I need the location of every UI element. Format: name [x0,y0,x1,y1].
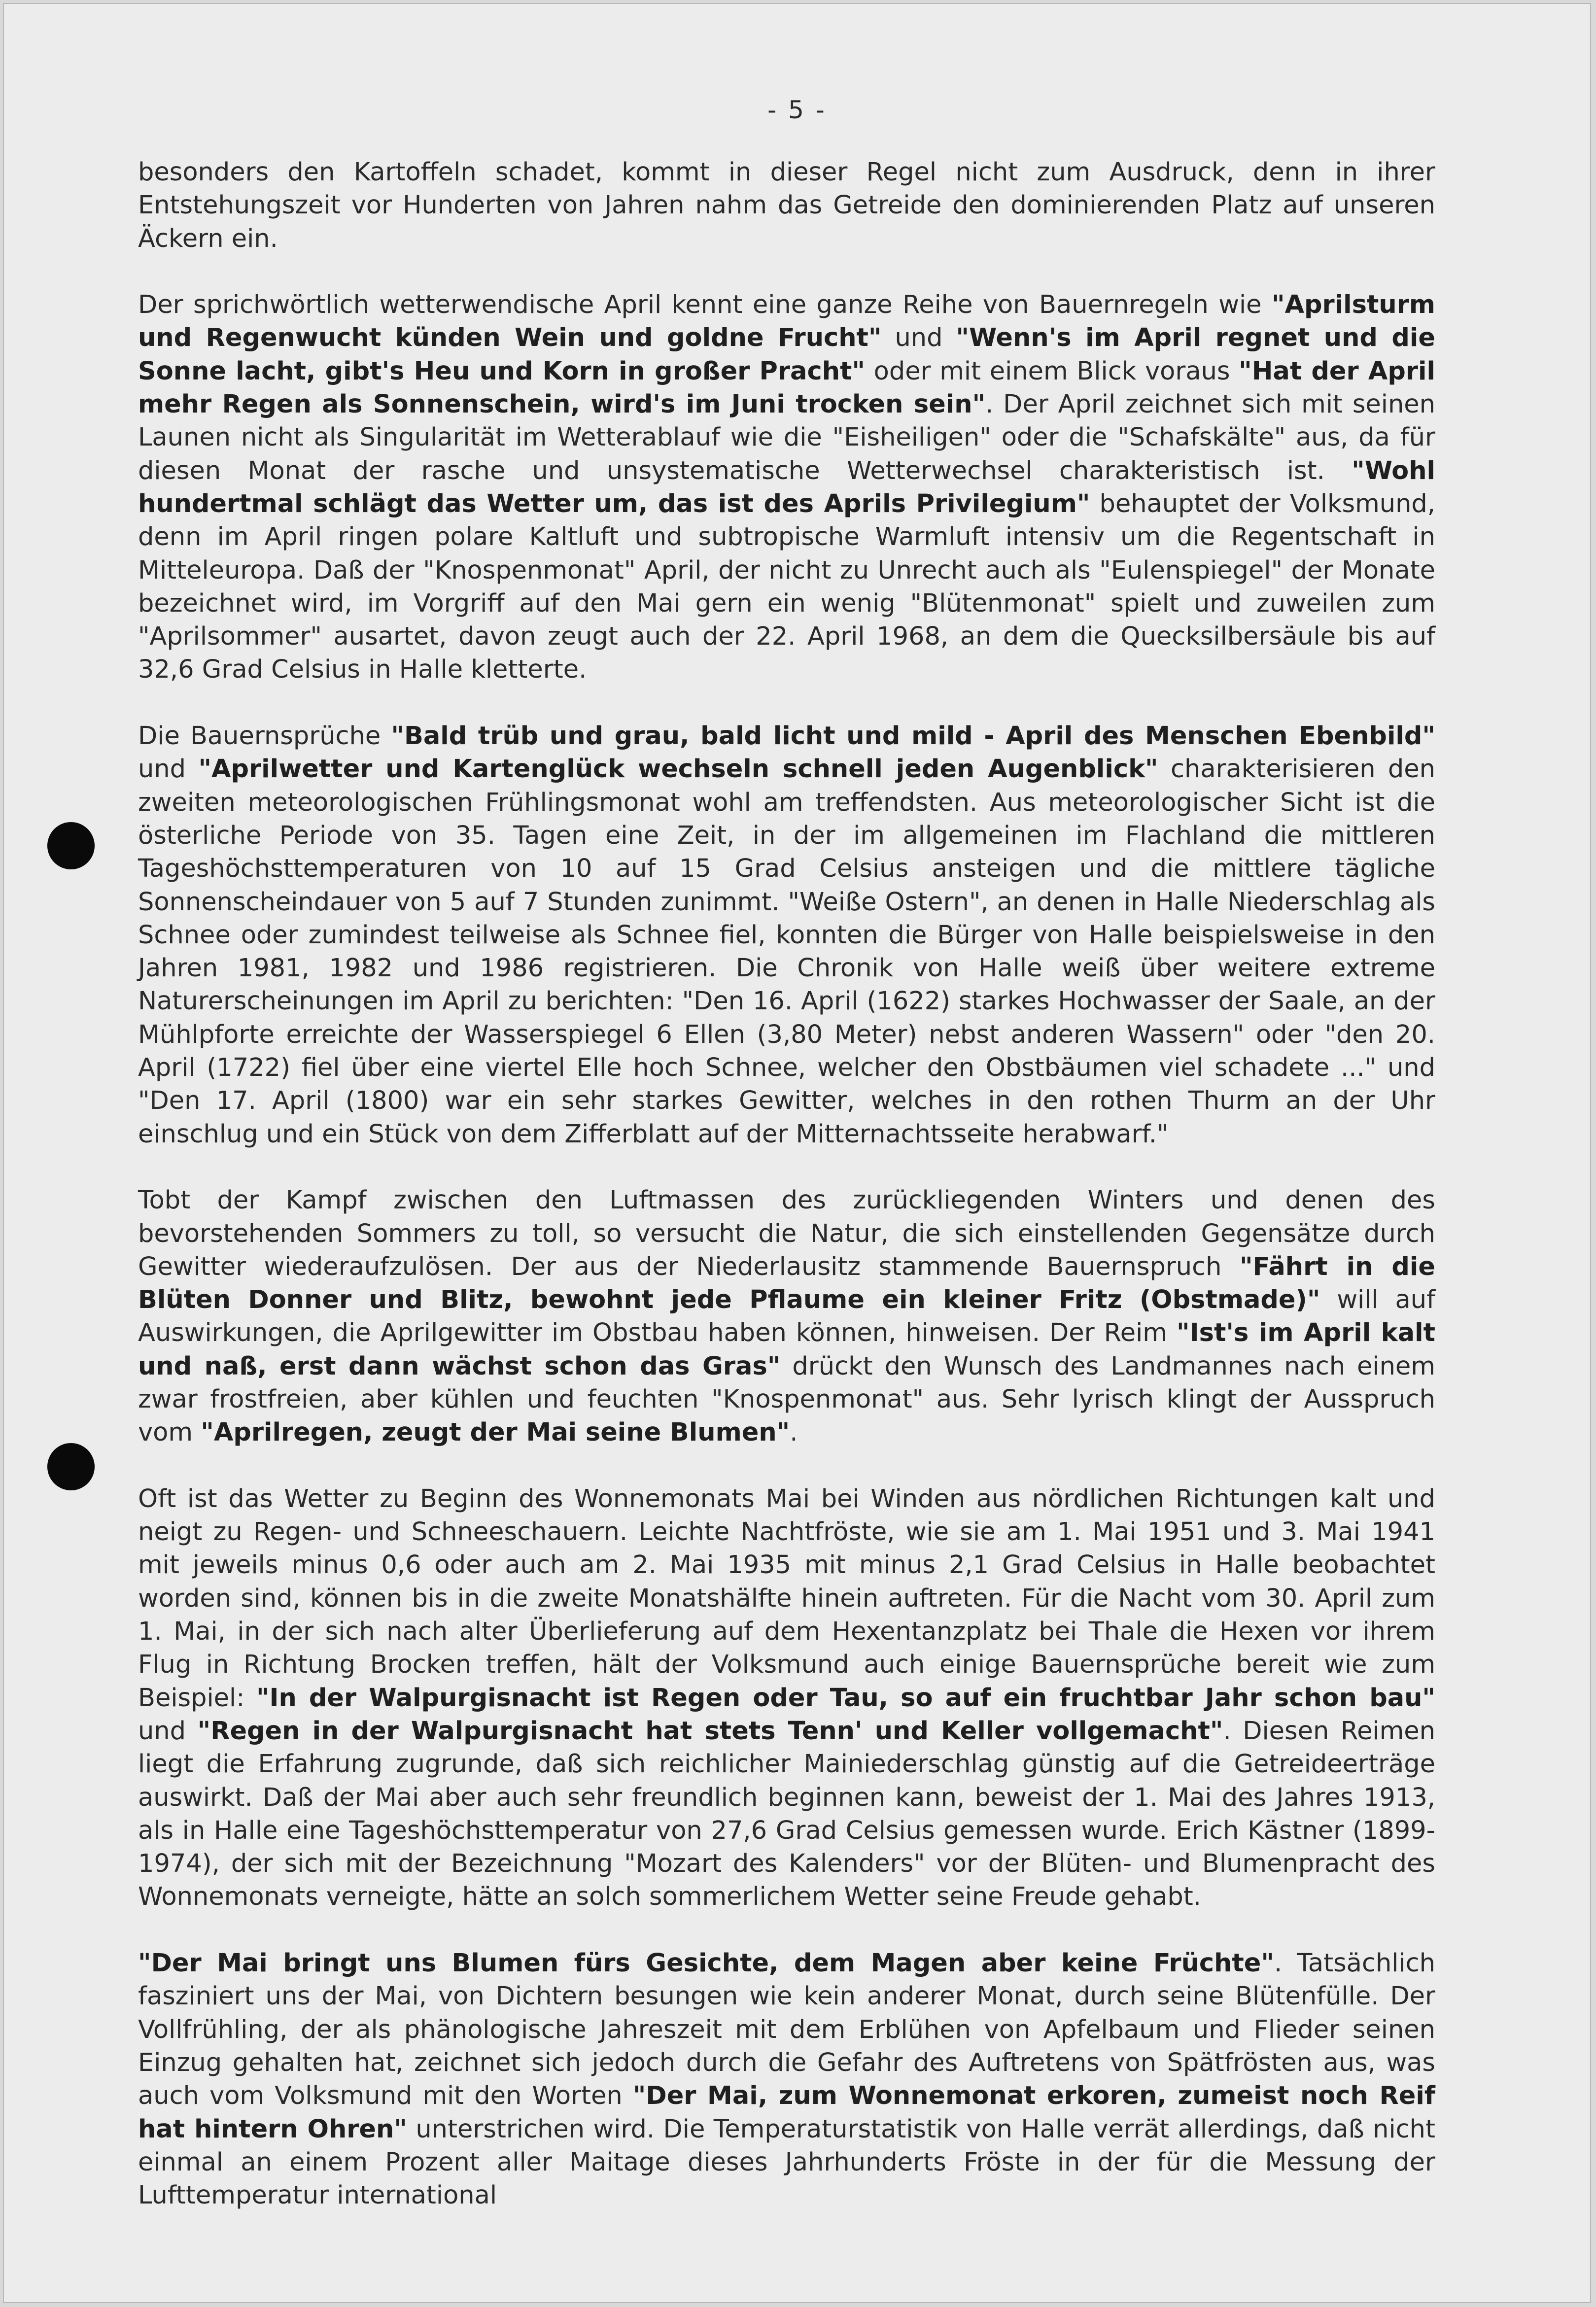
paragraph [138,720,1435,1151]
quoted-saying: "Aprilwetter und Kartenglück wechseln schnell jeden Augenblick" [198,755,1158,784]
quoted-saying: "Bald trüb und grau, bald licht und mild - April des Menschen Ebenbild" [391,722,1435,751]
text-run: und [881,323,956,353]
paragraph [138,1184,1435,1449]
quoted-saying: "Aprilsturm und Regenwucht künden Wein und goldne Frucht" [138,290,1435,353]
text-run: unterstrichen wird. Die Temperaturstatistik von Halle verrät allerdings, daß nicht einmal an einem Prozent aller Maitage dieses Jahrhunderts Fröste in der für die Messung der Lufttemperatur international [138,2114,1435,2210]
paragraph [138,1482,1435,1914]
text-run: oder mit einem Blick voraus [865,356,1239,386]
paragraph [138,1947,1435,2212]
quoted-saying: "Ist's im April kalt und naß, erst dann wächst schon das Gras" [138,1318,1435,1381]
text-run: . Tatsächlich fasziniert uns der Mai, von Dichtern besungen wie kein anderer Monat, durch seine Blütenfülle. Der Vollfrühling, der als phänologische Jahreszeit mit dem Erblühen von Apfelbaum und Flieder seinen Einzug gehalten hat, zeichnet sich jedoch durch die Gefahr des Auftretens von Spätfrösten aus, was auch vom Volksmund mit den Worten [138,1949,1435,2111]
text-run: will auf Auswirkungen, die Aprilgewitter im Obstbau haben können, hinweisen. Der Reim [138,1285,1435,1348]
body-text [138,156,1435,2212]
page-number: - 5 - [767,96,827,124]
text-run: besonders den Kartoffeln schadet, kommt in dieser Regel nicht zum Ausdruck, denn in ihrer Entstehungszeit vor Hunderten von Jahren nahm das Getreide den dominierenden Platz auf unseren Äckern ein. [138,158,1435,253]
quoted-saying: "Aprilregen, zeugt der Mai seine Blumen" [201,1418,790,1447]
quoted-saying: "Fährt in die Blüten Donner und Blitz, bewohnt jede Pflaume ein kleiner Fritz (Obstmade)" [138,1252,1435,1315]
quoted-saying: "Der Mai, zum Wonnemonat erkoren, zumeist noch Reif hat hintern Ohren" [138,2081,1435,2144]
quoted-saying: "In der Walpurgisnacht ist Regen oder Tau, so auf ein fruchtbar Jahr schon bau" [256,1683,1436,1713]
text-run: charakterisieren den zweiten meteorologischen Frühlingsmonat wohl am treffendsten. Aus meteorologischer Sicht ist die österliche Periode von 35. Tagen eine Zeit, in der im allgemeinen im Flachland die mittleren Tageshöchsttemperaturen von 10 auf 15 Grad Celsius ansteigen und die mittlere tägliche Sonnenscheindauer von 5 auf 7 Stunden zunimmt. "Weiße Ostern", an denen in Halle Niederschlag als Schnee oder zumindest teilweise als Schnee fiel, konnten die Bürger von Halle beispielsweise in den Jahren 1981, 1982 und 1986 registrieren. Die Chronik von Halle weiß über weitere extreme Naturerscheinungen im April zu berichten: "Den 16. April (1622) starkes Hochwasser der Saale, an der Mühlpforte erreichte der Wasserspiegel 6 Ellen (3,80 Meter) nebst anderen Wassern" oder "den 20. April (1722) fiel über eine viertel Elle hoch Schnee, welcher den Obstbäumen viel schadete ..." und "Den 17. April (1800) war ein sehr starkes Gewitter, welches in den rothen Thurm an der Uhr einschlug und ein Stück von dem Zifferblatt auf der Mitternachtsseite herabwarf." [138,755,1436,1149]
text-run: behauptet der Volksmund, denn im April ringen polare Kaltluft und subtropische Warmluft intensiv um die Regentschaft in Mitteleuropa. Daß der "Knospenmonat" April, der nicht zu Unrecht auch als "Eulenspiegel" der Monate bezeichnet wird, im Vorgriff auf den Mai gern ein wenig "Blütenmonat" spielt und zuweilen zum "Aprilsommer" ausartet, davon zeugt auch der 22. April 1968, an dem die Quecksilbersäule bis auf 32,6 Grad Celsius in Halle kletterte. [138,489,1436,685]
text-run: Tobt der Kampf zwischen den Luftmassen des zurückliegenden Winters und denen des bevorstehenden Sommers zu toll, so versucht die Natur, die sich einstellenden Gegensätze durch Gewitter wiederaufzulösen. Der aus der Niederlausitz stammende Bauernspruch [138,1186,1435,1281]
quoted-saying: "Der Mai bringt uns Blumen fürs Gesichte, dem Magen aber keine Früchte" [138,1949,1274,1978]
punch-hole-top [47,822,95,869]
text-run: und [138,755,199,784]
paragraph [138,156,1435,255]
text-run: . Der April zeichnet sich mit seinen Launen nicht als Singularität im Wetterablauf wie die "Eisheiligen" oder die "Schafskälte" aus, da für diesen Monat der rasche und unsystematische Wetterwechsel charakteristisch ist. [138,390,1435,485]
quoted-saying: "Wenn's im April regnet und die Sonne lacht, gibt's Heu und Korn in großer Pracht" [138,323,1435,386]
text-run: Oft ist das Wetter zu Beginn des Wonnemonats Mai bei Winden aus nördlichen Richtungen kalt und neigt zu Regen- und Schneeschauern. Leichte Nachtfröste, wie sie am 1. Mai 1951 und 3. Mai 1941 mit jeweils minus 0,6 oder auch am 2. Mai 1935 mit minus 2,1 Grad Celsius in Halle beobachtet worden sind, können bis in die zweite Monatshälfte hinein auftreten. Für die Nacht vom 30. April zum 1. Mai, in der sich nach alter Überlieferung auf dem Hexentanzplatz bei Thale die Hexen vor ihrem Flug in Richtung Brocken treffen, hält der Volksmund auch einige Bauernsprüche bereit wie zum Beispiel: [138,1484,1435,1713]
text-run: . [790,1418,798,1447]
quoted-saying: "Wohl hundertmal schlägt das Wetter um, das ist des Aprils Privilegium" [138,456,1435,518]
text-run: und [138,1716,198,1746]
document-page [3,3,1591,2303]
quoted-saying: "Hat der April mehr Regen als Sonnenschein, wird's im Juni trocken sein" [138,356,1435,419]
text-run: . Diesen Reimen liegt die Erfahrung zugrunde, daß sich reichlicher Mainiederschlag günstig auf die Getreideerträge auswirkt. Daß der Mai aber auch sehr freundlich beginnen kann, beweist der 1. Mai des Jahres 1913, als in Halle eine Tageshöchsttemperatur von 27,6 Grad Celsius gemessen wurde. Erich Kästner (1899-1974), der sich mit der Bezeichnung "Mozart des Kalenders" vor der Blüten- und Blumenpracht des Wonnemonats verneigte, hätte an solch sommerlichem Wetter seine Freude gehabt. [138,1716,1435,1912]
text-run: Der sprichwörtlich wetterwendische April kennt eine ganze Reihe von Bauernregeln wie [138,290,1272,320]
text-run: Die Bauernsprüche [138,722,391,751]
text-run: drückt den Wunsch des Landmannes nach einem zwar frostfreien, aber kühlen und feuchten "Knospenmonat" aus. Sehr lyrisch klingt der Ausspruch vom [138,1351,1435,1447]
punch-hole-bottom [47,1443,95,1490]
paragraph [138,288,1435,687]
quoted-saying: "Regen in der Walpurgisnacht hat stets Tenn' und Keller vollgemacht" [197,1716,1223,1746]
